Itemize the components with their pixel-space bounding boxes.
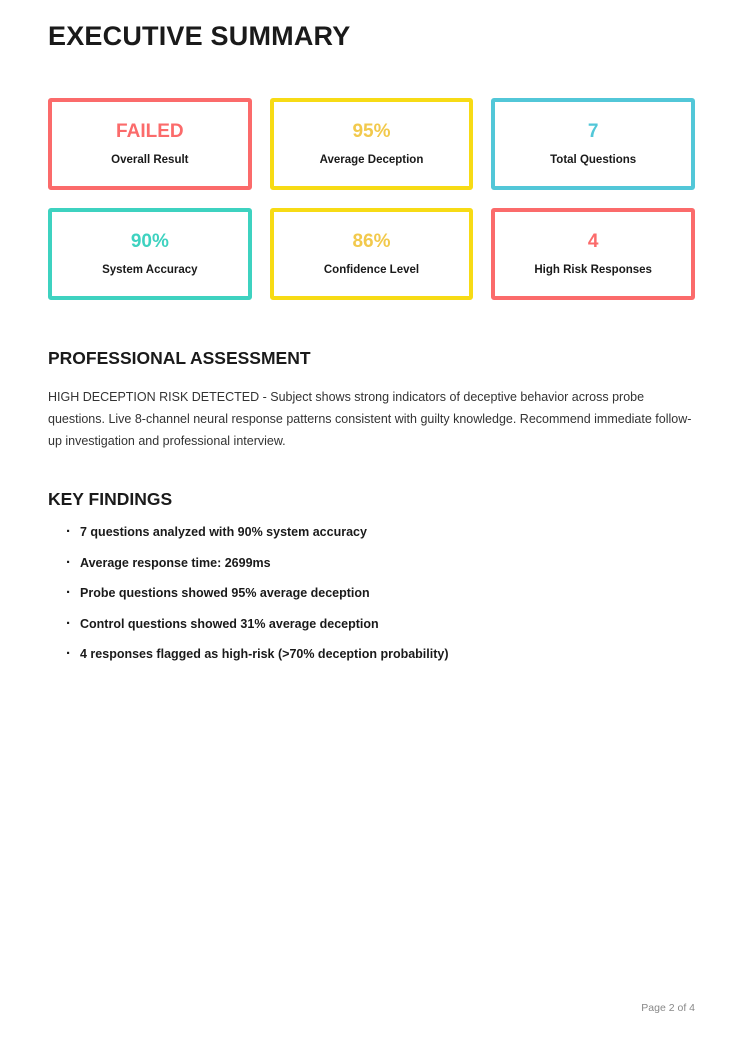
findings-heading: KEY FINDINGS (48, 489, 173, 510)
card-value: FAILED (116, 121, 184, 143)
list-item: · Control questions showed 31% average deception (70, 618, 695, 631)
card-label: Confidence Level (323, 264, 420, 277)
summary-card-overall-result (48, 98, 252, 190)
summary-card-total-questions (491, 98, 695, 190)
summary-card-average-deception (270, 98, 474, 190)
card-label: Total Questions (550, 154, 637, 167)
findings-list (48, 526, 695, 661)
summary-card-high-risk-responses (491, 208, 695, 300)
key-findings-section (48, 489, 695, 661)
summary-card-confidence-level (270, 208, 474, 300)
summary-cards-grid (48, 98, 695, 300)
card-value: 90% (130, 231, 169, 253)
list-item: · Probe questions showed 95% average deception (70, 587, 695, 600)
card-label: High Risk Responses (534, 264, 652, 277)
card-value: 95% (352, 121, 391, 143)
card-value: 4 (587, 231, 599, 253)
page-footer: Page 2 of 4 (641, 1002, 695, 1014)
professional-assessment-section (48, 348, 695, 453)
card-label: System Accuracy (102, 264, 198, 277)
assessment-body: HIGH DECEPTION RISK DETECTED - Subject shows strong indicators of deceptive behavior across probe questions. Live 8-channel neural response patterns consistent with guilty knowledge. Recommend immediate follow-up investigation and professional interview. (48, 390, 692, 449)
card-label: Average Deception (319, 154, 424, 167)
page-title: EXECUTIVE SUMMARY (48, 21, 351, 51)
card-value: 7 (587, 121, 599, 143)
list-item: · 7 questions analyzed with 90% system accuracy (70, 526, 695, 539)
card-value: 86% (352, 231, 391, 253)
assessment-heading: PROFESSIONAL ASSESSMENT (48, 348, 311, 369)
list-item: · 4 responses flagged as high-risk (>70% deception probability) (70, 648, 695, 661)
list-item: · Average response time: 2699ms (70, 557, 695, 570)
summary-card-system-accuracy (48, 208, 252, 300)
card-label: Overall Result (111, 154, 189, 167)
